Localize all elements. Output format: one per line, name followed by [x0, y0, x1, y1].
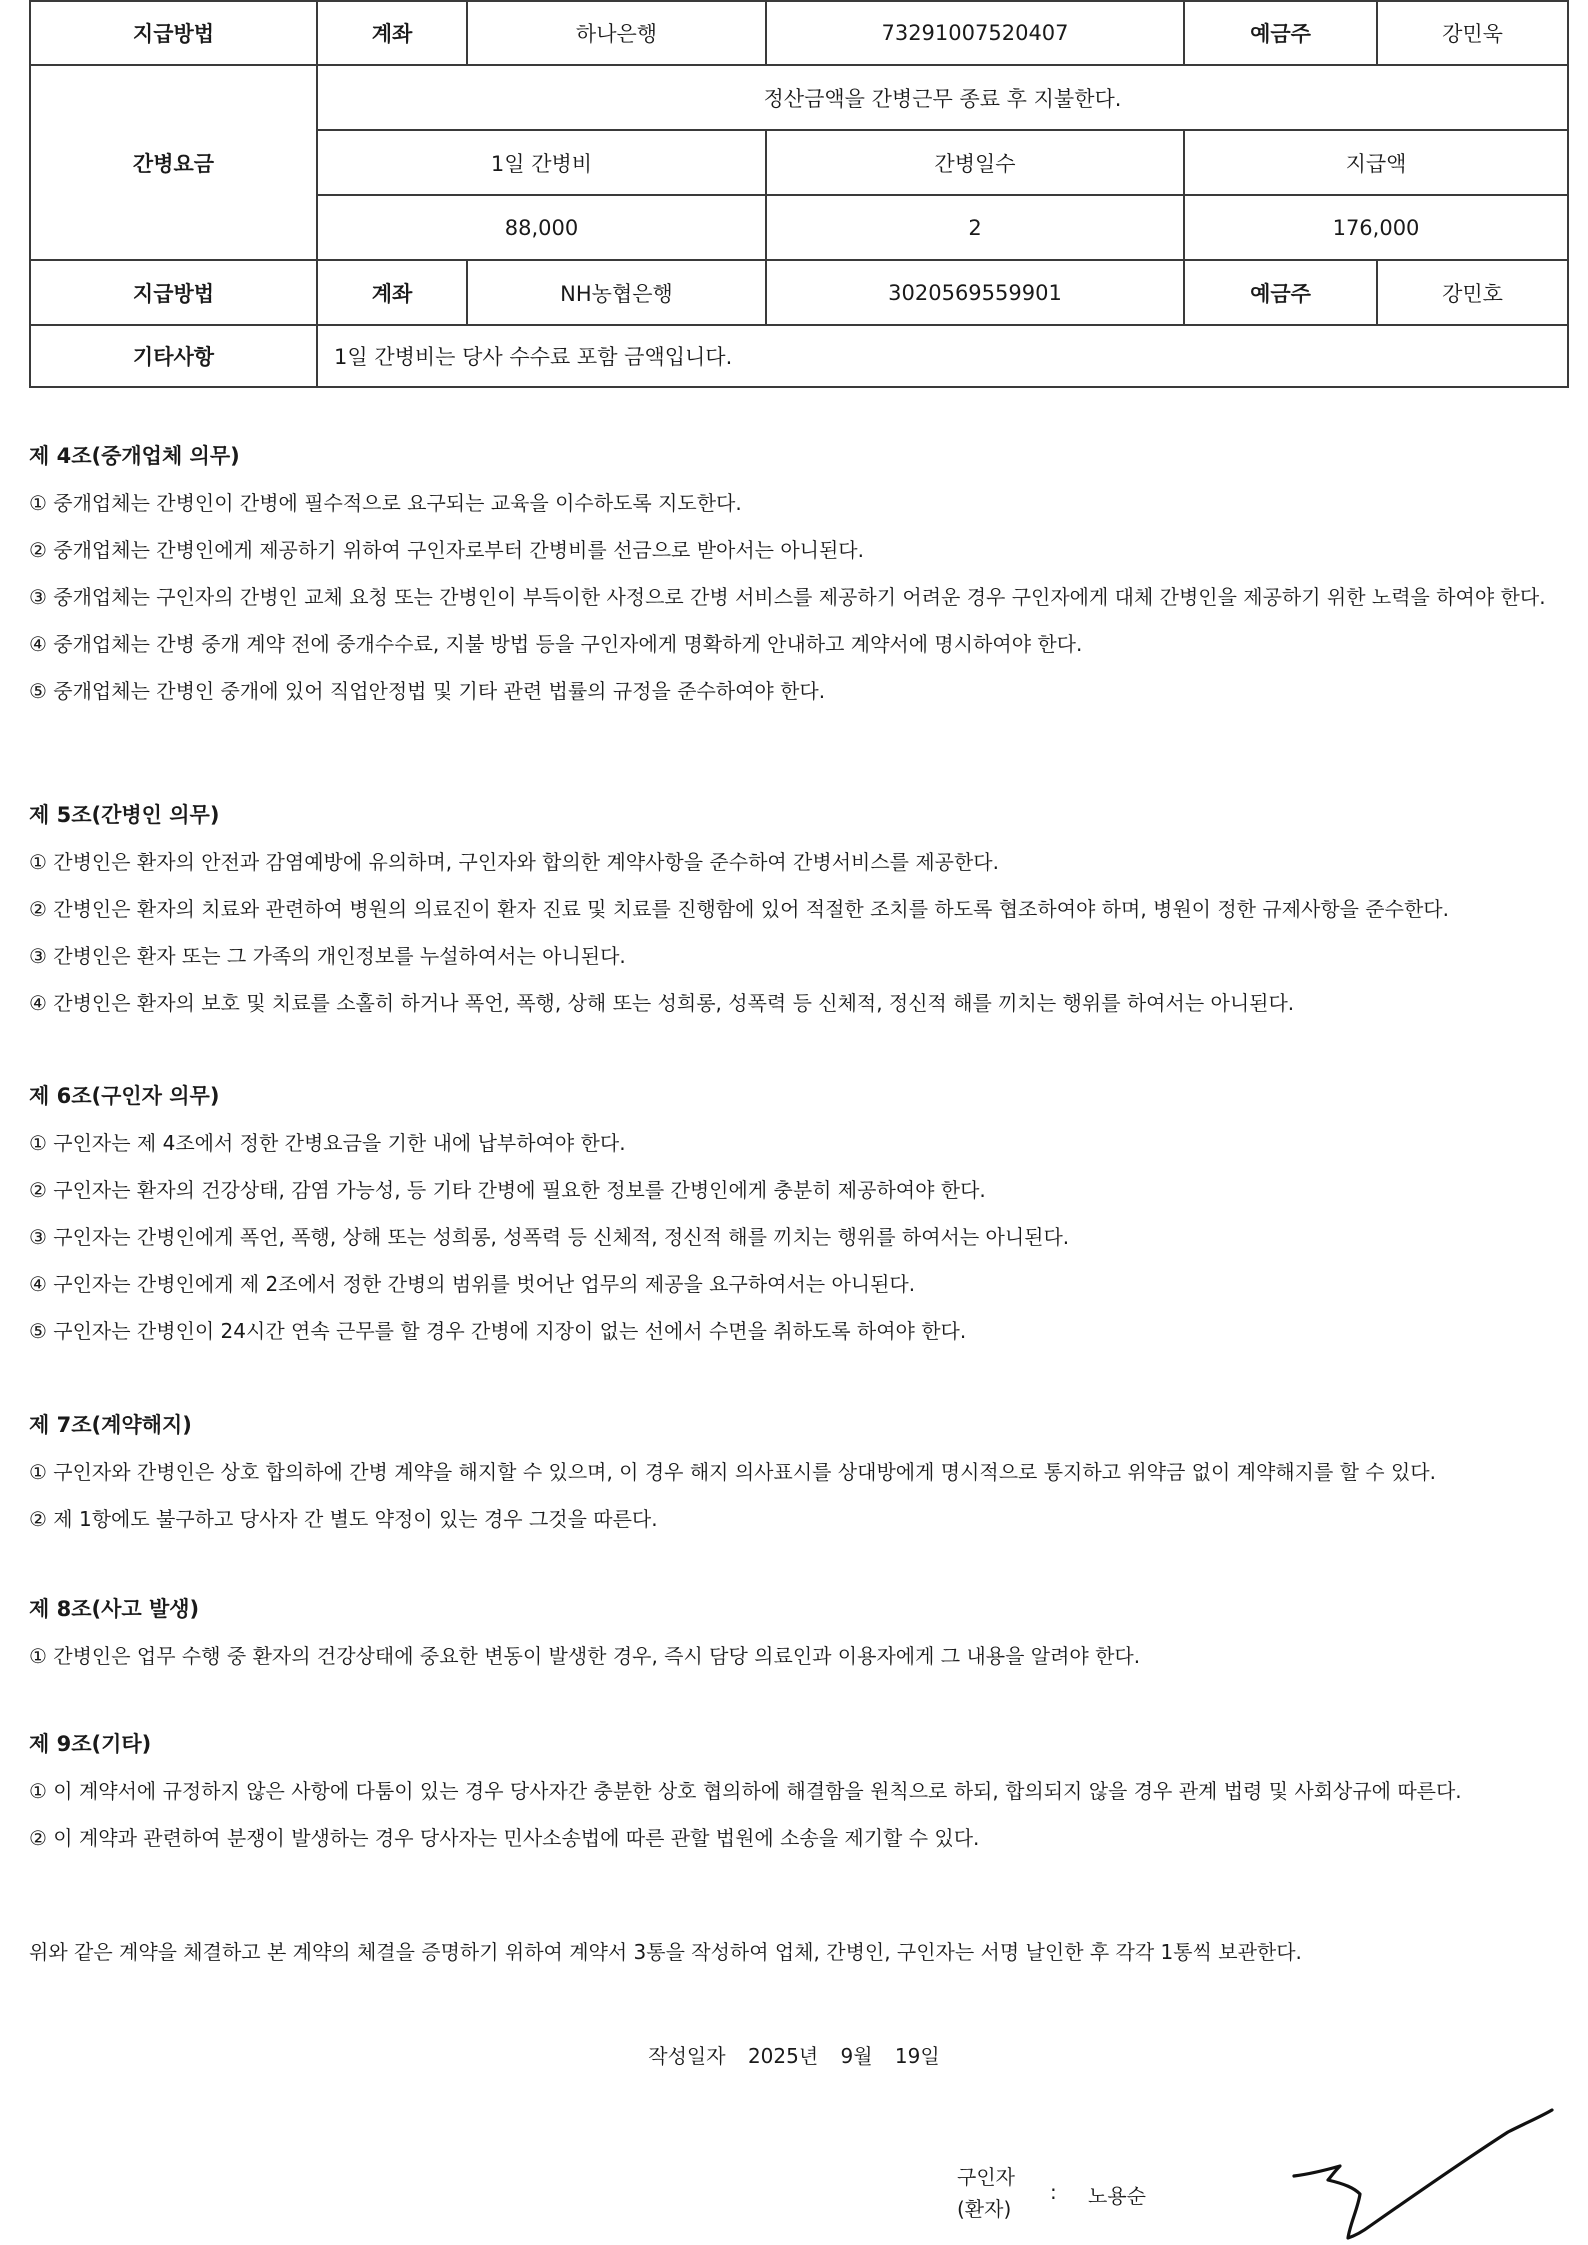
article-9	[29, 1729, 1569, 1853]
article-item: ① 간병인은 업무 수행 중 환자의 건강상태에 중요한 변동이 발생한 경우, 즉시 담당 의료인과 이용자에게 그 내용을 알려야 한다.	[29, 1644, 1141, 1668]
article-item: ③ 간병인은 환자 또는 그 가족의 개인정보를 누설하여서는 아니된다.	[29, 944, 626, 968]
account-number: 3020569559901	[766, 260, 1184, 325]
closing-statement: 위와 같은 계약을 체결하고 본 계약의 체결을 증명하기 위하여 계약서 3통을 작성하여 업체, 간병인, 구인자는 서명 날인한 후 각각 1통씩 보관한다.	[29, 1940, 1302, 1964]
payment-amount-value: 176,000	[1184, 195, 1568, 260]
signer-colon: :	[1050, 2180, 1057, 2204]
account-type-label: 계좌	[317, 260, 467, 325]
article-item: ② 제 1항에도 불구하고 당사자 간 별도 약정이 있는 경우 그것을 따른다.	[29, 1507, 658, 1531]
account-holder-name: 강민호	[1377, 260, 1568, 325]
signer-role-line2: (환자)	[957, 2197, 1012, 2221]
care-days-value: 2	[766, 195, 1184, 260]
account-type-label: 계좌	[317, 1, 467, 65]
bank-name: 하나은행	[467, 1, 766, 65]
bank-name: NH농협은행	[467, 260, 766, 325]
other-notes-row	[30, 325, 1568, 387]
article-item: ④ 간병인은 환자의 보호 및 치료를 소홀히 하거나 폭언, 폭행, 상해 또는 성희롱, 성폭력 등 신체적, 정신적 해를 끼치는 행위를 하여서는 아니된다.	[29, 991, 1295, 1015]
article-item: ② 이 계약과 관련하여 분쟁이 발생하는 경우 당사자는 민사소송법에 따른 관할 법원에 소송을 제기할 수 있다.	[29, 1826, 980, 1850]
article-item: ⑤ 구인자는 간병인이 24시간 연속 근무를 할 경우 간병에 지장이 없는 선에서 수면을 취하도록 하여야 한다.	[29, 1319, 967, 1343]
article-item: ② 간병인은 환자의 치료와 관련하여 병원의 의료진이 환자 진료 및 치료를 진행함에 있어 적절한 조치를 하도록 협조하여야 하며, 병원이 정한 규제사항을 준수한다.	[29, 897, 1449, 921]
article-title: 제 9조(기타)	[29, 1732, 152, 1756]
fee-note-row	[30, 65, 1568, 130]
date-label: 작성일자	[648, 2044, 726, 2068]
payment-method-label: 지급방법	[30, 1, 317, 65]
article-item: ① 이 계약서에 규정하지 않은 사항에 다툼이 있는 경우 당사자간 충분한 상호 협의하에 해결함을 원칙으로 하되, 합의되지 않을 경우 관계 법령 및 사회상규에 따른다.	[29, 1779, 1462, 1803]
article-title: 제 5조(간병인 의무)	[29, 803, 220, 827]
payment-table	[29, 0, 1569, 388]
care-fee-label: 간병요금	[30, 65, 317, 260]
article-7	[29, 1410, 1569, 1534]
article-8	[29, 1594, 1569, 1671]
article-item: ⑤ 중개업체는 간병인 중개에 있어 직업안정법 및 기타 관련 법률의 규정을 준수하여야 한다.	[29, 679, 826, 703]
payment-method-row-1	[30, 1, 1568, 65]
written-date	[0, 2041, 1588, 2071]
article-item: ① 구인자는 제 4조에서 정한 간병요금을 기한 내에 납부하여야 한다.	[29, 1131, 626, 1155]
article-4	[29, 441, 1569, 706]
article-item: ① 간병인은 환자의 안전과 감염예방에 유의하며, 구인자와 합의한 계약사항을 준수하여 간병서비스를 제공한다.	[29, 850, 999, 874]
article-title: 제 7조(계약해지)	[29, 1413, 192, 1437]
article-item: ② 중개업체는 간병인에게 제공하기 위하여 구인자로부터 간병비를 선금으로 받아서는 아니된다.	[29, 538, 864, 562]
signer-role-line1: 구인자	[957, 2165, 1015, 2189]
signer-role	[957, 2161, 1015, 2225]
date-day: 19일	[894, 2044, 940, 2068]
article-item: ④ 구인자는 간병인에게 제 2조에서 정한 간병의 범위를 벗어난 업무의 제공을 요구하여서는 아니된다.	[29, 1272, 916, 1296]
settlement-note: 정산금액을 간병근무 종료 후 지불한다.	[317, 65, 1568, 130]
article-item: ① 중개업체는 간병인이 간병에 필수적으로 요구되는 교육을 이수하도록 지도한다.	[29, 491, 742, 515]
article-item: ③ 구인자는 간병인에게 폭언, 폭행, 상해 또는 성희롱, 성폭력 등 신체적, 정신적 해를 끼치는 행위를 하여서는 아니된다.	[29, 1225, 1070, 1249]
article-item: ② 구인자는 환자의 건강상태, 감염 가능성, 등 기타 간병에 필요한 정보를 간병인에게 충분히 제공하여야 한다.	[29, 1178, 986, 1202]
signer-name: 노용순	[1088, 2184, 1146, 2208]
date-year: 2025년	[747, 2044, 819, 2068]
daily-fee-header: 1일 간병비	[317, 130, 766, 195]
account-holder-label: 예금주	[1184, 1, 1377, 65]
payment-method-row-2	[30, 260, 1568, 325]
payment-amount-header: 지급액	[1184, 130, 1568, 195]
payment-method-label: 지급방법	[30, 260, 317, 325]
article-title: 제 8조(사고 발생)	[29, 1597, 200, 1621]
other-notes-text: 1일 간병비는 당사 수수료 포함 금액입니다.	[317, 325, 1568, 387]
date-month: 9월	[840, 2044, 873, 2068]
article-title: 제 4조(중개업체 의무)	[29, 444, 240, 468]
account-holder-name: 강민욱	[1377, 1, 1568, 65]
daily-fee-value: 88,000	[317, 195, 766, 260]
article-5	[29, 800, 1569, 1018]
article-item: ③ 중개업체는 구인자의 간병인 교체 요청 또는 간병인이 부득이한 사정으로 간병 서비스를 제공하기 어려운 경우 구인자에게 대체 간병인을 제공하기 위한 노력을 하여야 한다.	[29, 585, 1546, 609]
article-item: ① 구인자와 간병인은 상호 합의하에 간병 계약을 해지할 수 있으며, 이 경우 해지 의사표시를 상대방에게 명시적으로 통지하고 위약금 없이 계약해지를 할 수 있다.	[29, 1460, 1436, 1484]
account-holder-label: 예금주	[1184, 260, 1377, 325]
article-6	[29, 1081, 1569, 1346]
handwritten-signature	[1290, 2108, 1580, 2245]
account-number: 73291007520407	[766, 1, 1184, 65]
other-notes-label: 기타사항	[30, 325, 317, 387]
article-title: 제 6조(구인자 의무)	[29, 1084, 220, 1108]
article-item: ④ 중개업체는 간병 중개 계약 전에 중개수수료, 지불 방법 등을 구인자에게 명확하게 안내하고 계약서에 명시하여야 한다.	[29, 632, 1083, 656]
care-days-header: 간병일수	[766, 130, 1184, 195]
